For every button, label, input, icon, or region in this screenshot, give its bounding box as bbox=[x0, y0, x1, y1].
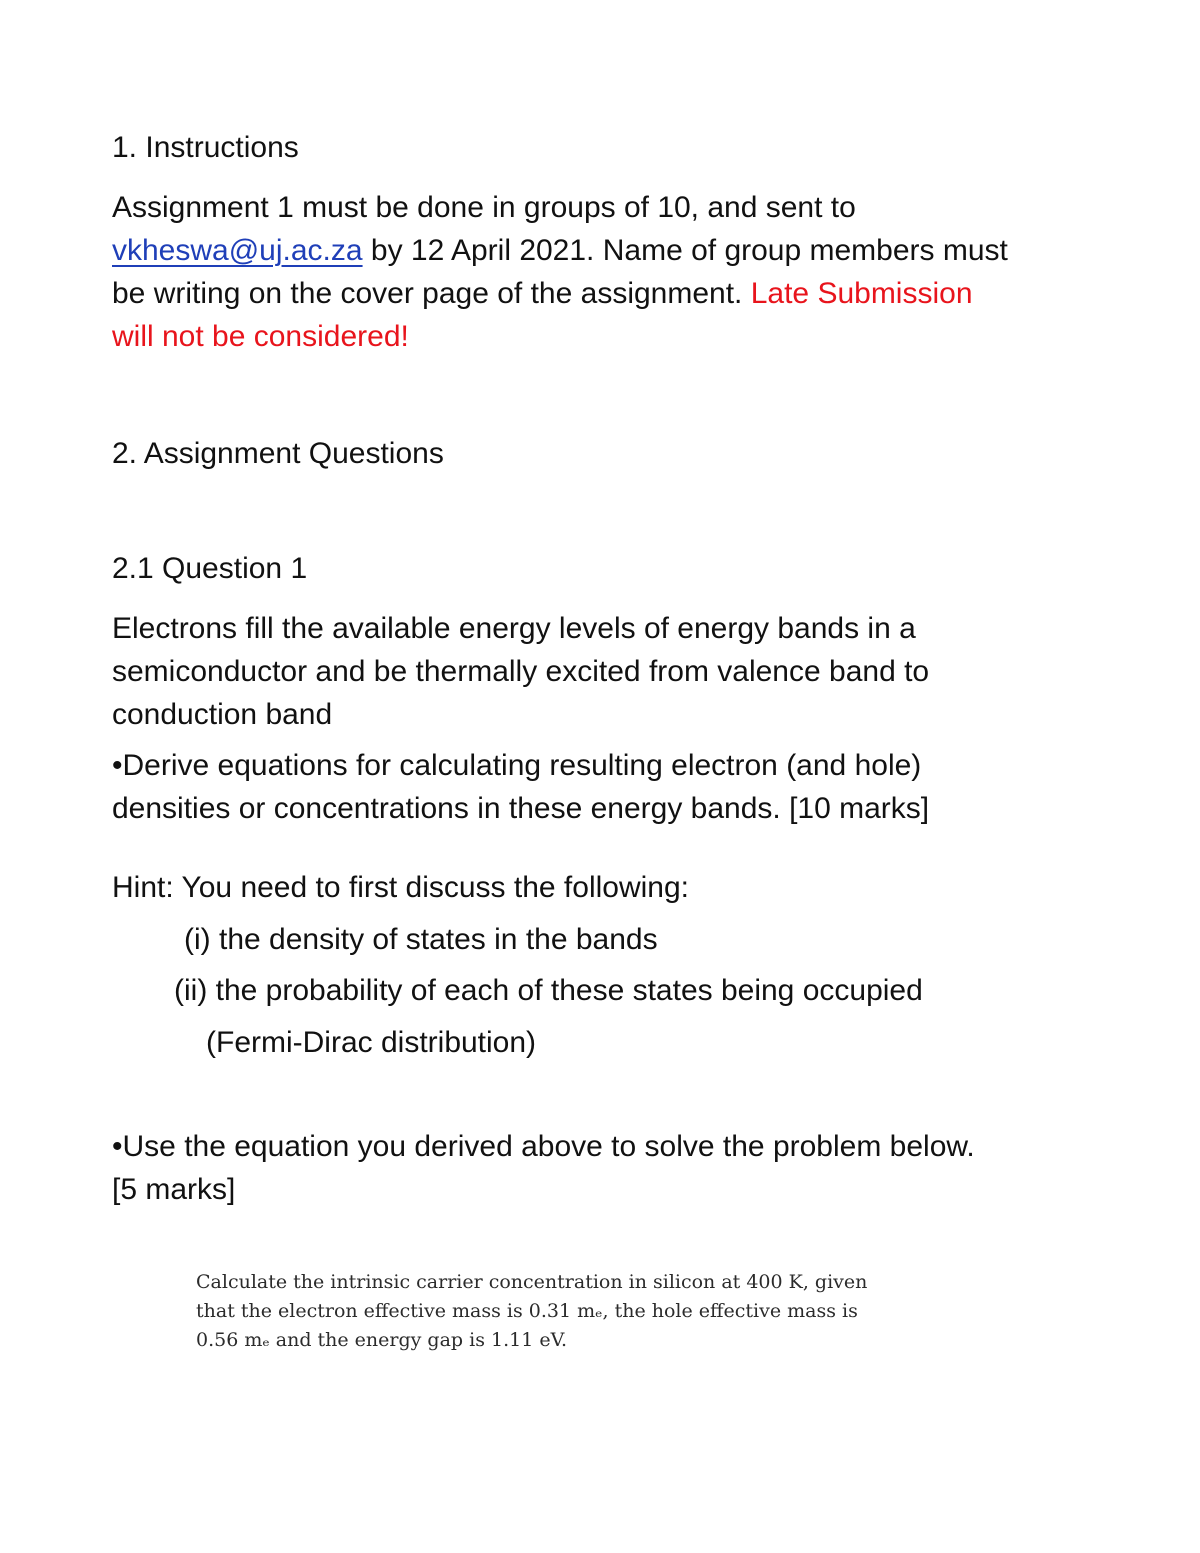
solve-task-line-1: •Use the equation you derived above to solve the problem below. bbox=[112, 1130, 975, 1163]
hint-item-1: (i) the density of states in the bands bbox=[184, 923, 658, 956]
instructions-line-2 bbox=[112, 233, 1008, 269]
questions-heading: 2. Assignment Questions bbox=[112, 437, 444, 470]
email-link[interactable]: vkheswa@uj.ac.za bbox=[112, 234, 363, 267]
late-submission-warning-b: will not be considered! bbox=[112, 320, 409, 353]
hint-title: Hint: You need to first discuss the following: bbox=[112, 871, 690, 904]
hint-item-2-sub: (Fermi-Dirac distribution) bbox=[206, 1026, 537, 1059]
question-1-heading: 2.1 Question 1 bbox=[112, 552, 308, 585]
problem-statement bbox=[196, 1268, 956, 1355]
instructions-heading: 1. Instructions bbox=[112, 131, 299, 164]
derive-task-line-2: densities or concentrations in these energy bands. [10 marks] bbox=[112, 792, 930, 825]
instructions-line-3 bbox=[112, 276, 973, 312]
instructions-line-1: Assignment 1 must be done in groups of 10, and sent to bbox=[112, 191, 856, 224]
question-1-text-line-2: semiconductor and be thermally excited from valence band to bbox=[112, 655, 930, 688]
instructions-cover-page-text: be writing on the cover page of the assignment. bbox=[112, 277, 751, 310]
question-1-text-line-3: conduction band bbox=[112, 698, 333, 731]
hint-item-2: (ii) the probability of each of these states being occupied bbox=[174, 974, 923, 1007]
question-1-text-line-1: Electrons fill the available energy levels of energy bands in a bbox=[112, 612, 916, 645]
problem-line-3: 0.56 mₑ and the energy gap is 1.11 eV. bbox=[196, 1329, 568, 1351]
problem-line-1: Calculate the intrinsic carrier concentration in silicon at 400 K, given bbox=[196, 1271, 868, 1293]
instructions-deadline-text: by 12 April 2021. Name of group members must bbox=[362, 234, 1008, 267]
problem-line-2: that the electron effective mass is 0.31 mₑ, the hole effective mass is bbox=[196, 1300, 858, 1322]
late-submission-warning-a: Late Submission bbox=[750, 277, 973, 310]
derive-task-line-1: •Derive equations for calculating resulting electron (and hole) bbox=[112, 749, 922, 782]
solve-task-line-2: [5 marks] bbox=[112, 1173, 236, 1206]
